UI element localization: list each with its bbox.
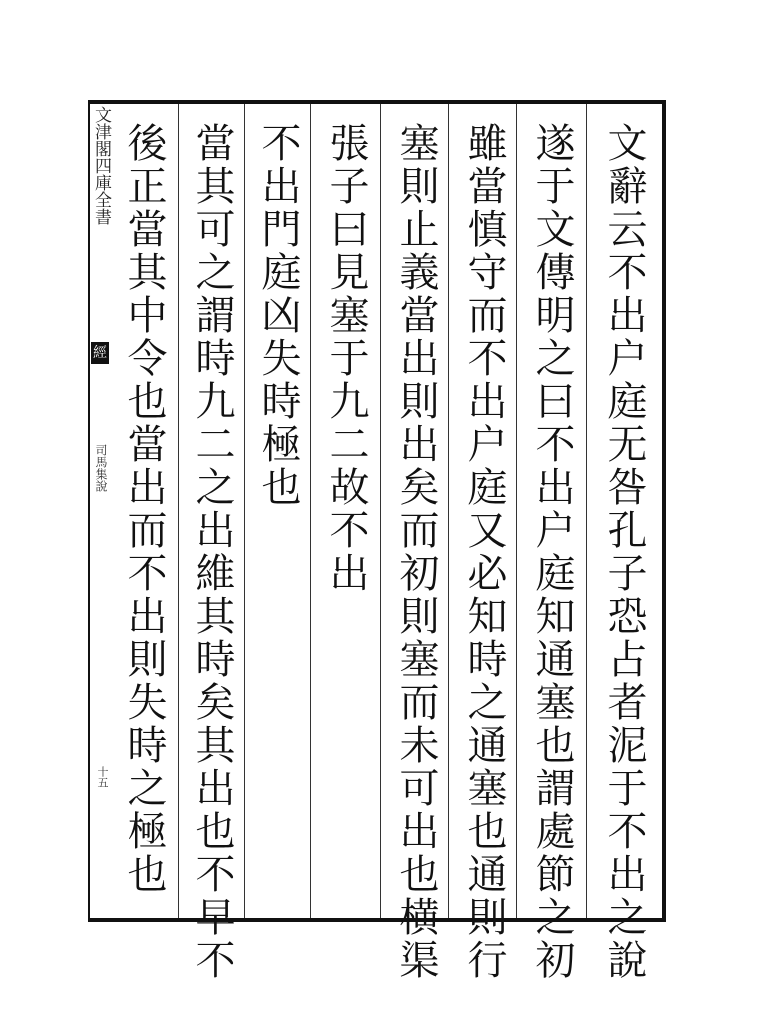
text-column-6: 不出門庭凶失時極也 [255, 122, 301, 509]
column-rule [310, 104, 311, 918]
frame-left-border [88, 100, 90, 922]
frame-top-border [88, 100, 666, 104]
margin-attribution: 司馬集說 [94, 444, 108, 492]
section-mark: 經 [91, 342, 109, 364]
column-rule [380, 104, 381, 918]
folio-number: 十五 [96, 766, 109, 788]
column-rule [516, 104, 517, 918]
text-column-5: 張子曰見塞于九二故不出 [323, 122, 369, 595]
column-rule [178, 104, 179, 918]
margin-header: 文津閣四庫全書 [91, 106, 111, 225]
text-column-4: 塞則止義當出則出矣而初則塞而未可出也横渠 [393, 122, 439, 982]
text-column-2: 遂于文傳明之曰不出户庭知通塞也謂處節之初 [529, 122, 575, 982]
column-rule [586, 104, 587, 918]
text-column-7: 當其可之謂時九二之出維其時矣其出也不早不 [189, 122, 235, 982]
text-column-3: 雖當慎守而不出户庭又必知時之通塞也通則行 [461, 122, 507, 982]
frame-right-border [662, 100, 666, 922]
column-rule [448, 104, 449, 918]
text-column-1: 文辭云不出户庭无咎孔子恐占者泥于不出之說 [601, 122, 647, 982]
margin-strip [91, 104, 111, 918]
text-column-8: 後正當其中令也當出而不出則失時之極也 [121, 122, 167, 896]
column-rule [244, 104, 245, 918]
